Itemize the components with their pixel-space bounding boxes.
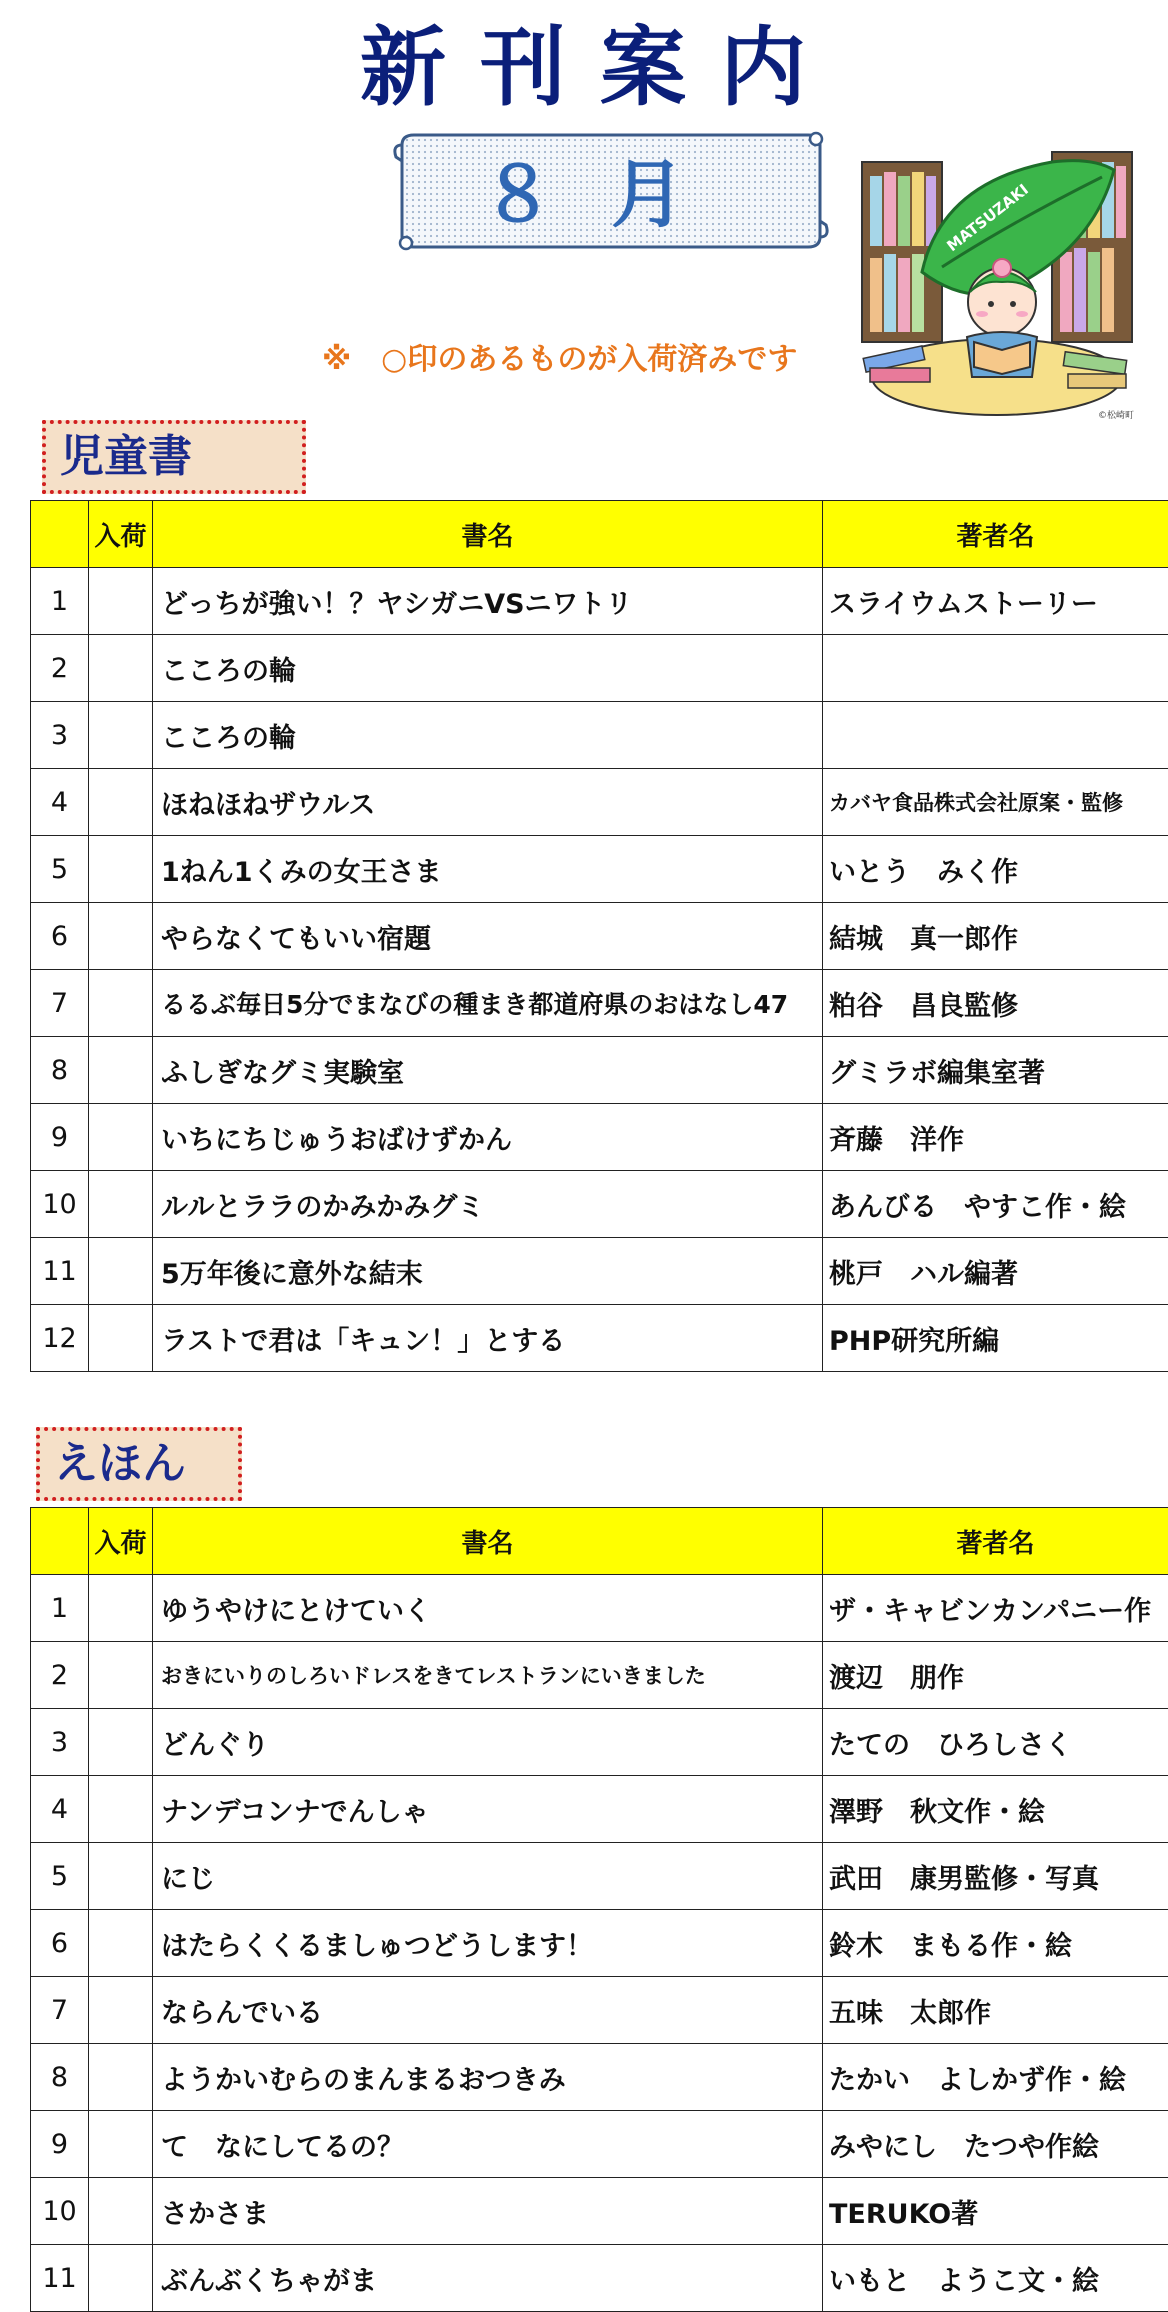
book-author: ザ・キャビンカンパニー作 [823, 1575, 1168, 1642]
header-no-cell [31, 501, 89, 568]
table-row [31, 702, 1168, 769]
row-number: 2 [31, 1642, 89, 1709]
row-number: 11 [31, 2245, 89, 2312]
table-row [31, 1709, 1168, 1776]
book-author: 粕谷 昌良監修 [823, 970, 1168, 1037]
book-title: どんぐり [153, 1709, 823, 1776]
received-mark [89, 2245, 153, 2312]
row-number: 10 [31, 1171, 89, 1238]
received-mark [89, 1776, 153, 1843]
row-number: 9 [31, 2111, 89, 2178]
book-author: スライウムストーリー [823, 568, 1168, 635]
book-title: るるぶ毎日5分でまなびの種まき都道府県のおはなし47 [153, 970, 823, 1037]
children-books-label: 児童書 [42, 420, 306, 494]
received-mark [89, 1104, 153, 1171]
received-mark [89, 970, 153, 1037]
table-row [31, 836, 1168, 903]
received-note: ※ ○印のあるものが入荷済みです [322, 340, 797, 380]
row-number: 1 [31, 568, 89, 635]
table-row [31, 2111, 1168, 2178]
table-row [31, 1910, 1168, 1977]
book-author: 武田 康男監修・写真 [823, 1843, 1168, 1910]
book-author: たかい よしかず作・絵 [823, 2044, 1168, 2111]
row-number: 10 [31, 2178, 89, 2245]
table-row [31, 568, 1168, 635]
received-mark [89, 635, 153, 702]
table-row [31, 1575, 1168, 1642]
table-header-row [31, 501, 1168, 568]
page-title: 新刊案内 [300, 18, 900, 118]
copyright-credit: ©松崎町 [1098, 408, 1134, 421]
row-number: 3 [31, 702, 89, 769]
book-title: ルルとララのかみかみグミ [153, 1171, 823, 1238]
row-number: 3 [31, 1709, 89, 1776]
received-mark [89, 702, 153, 769]
month-label: ８月 [392, 145, 830, 245]
book-author: 五味 太郎作 [823, 1977, 1168, 2044]
received-mark [89, 2111, 153, 2178]
row-number: 12 [31, 1305, 89, 1372]
table-header-row [31, 1508, 1168, 1575]
mascot-illustration [852, 142, 1142, 422]
book-title: 5万年後に意外な結末 [153, 1238, 823, 1305]
book-title: こころの輪 [153, 635, 823, 702]
book-title: どっちが強い！？ヤシガニVSニワトリ [153, 568, 823, 635]
row-number: 5 [31, 836, 89, 903]
received-mark [89, 1843, 153, 1910]
month-scroll-banner [392, 125, 830, 263]
picture-books-label: えほん [36, 1427, 242, 1501]
book-author [823, 635, 1168, 702]
book-title: はたらくくるましゅつどうします！ [153, 1910, 823, 1977]
table-row [31, 1843, 1168, 1910]
book-author: 澤野 秋文作・絵 [823, 1776, 1168, 1843]
row-number: 11 [31, 1238, 89, 1305]
received-mark [89, 568, 153, 635]
book-author: 渡辺 朋作 [823, 1642, 1168, 1709]
row-number: 5 [31, 1843, 89, 1910]
book-title: ぶんぶくちゃがま [153, 2245, 823, 2312]
mascot-banner-text: MATSUZAKI [943, 180, 1032, 255]
row-number: 8 [31, 2044, 89, 2111]
received-mark [89, 1305, 153, 1372]
received-mark [89, 1642, 153, 1709]
header-title: 書名 [153, 501, 823, 568]
book-title: ゆうやけにとけていく [153, 1575, 823, 1642]
picture-books-table [30, 1507, 1168, 2312]
received-mark [89, 1238, 153, 1305]
table-row [31, 970, 1168, 1037]
row-number: 4 [31, 769, 89, 836]
table-row [31, 903, 1168, 970]
table-row [31, 2245, 1168, 2312]
book-title: おきにいりのしろいドレスをきてレストランにいきました [153, 1642, 823, 1709]
book-title: ふしぎなグミ実験室 [153, 1037, 823, 1104]
table-row [31, 2044, 1168, 2111]
book-author: 斉藤 洋作 [823, 1104, 1168, 1171]
received-mark [89, 1171, 153, 1238]
row-number: 1 [31, 1575, 89, 1642]
header-no-cell [31, 1508, 89, 1575]
received-mark [89, 2178, 153, 2245]
book-title: ラストで君は「キュン！」とする [153, 1305, 823, 1372]
table-row [31, 1977, 1168, 2044]
row-number: 6 [31, 903, 89, 970]
book-author: 鈴木 まもる作・絵 [823, 1910, 1168, 1977]
book-title: ナンデコンナでんしゃ [153, 1776, 823, 1843]
received-mark [89, 769, 153, 836]
row-number: 7 [31, 1977, 89, 2044]
table-row [31, 1305, 1168, 1372]
book-author: いもと ようこ文・絵 [823, 2245, 1168, 2312]
row-number: 9 [31, 1104, 89, 1171]
book-title: こころの輪 [153, 702, 823, 769]
book-author: みやにし たつや作絵 [823, 2111, 1168, 2178]
table-row [31, 1104, 1168, 1171]
book-title: ならんでいる [153, 1977, 823, 2044]
book-author [823, 702, 1168, 769]
book-author: 桃戸 ハル編著 [823, 1238, 1168, 1305]
header-received: 入荷 [89, 1508, 153, 1575]
book-author: TERUKO著 [823, 2178, 1168, 2245]
row-number: 6 [31, 1910, 89, 1977]
header-author: 著者名 [823, 1508, 1168, 1575]
header-received: 入荷 [89, 501, 153, 568]
book-title: ほねほねザウルス [153, 769, 823, 836]
table-row [31, 769, 1168, 836]
header-author: 著者名 [823, 501, 1168, 568]
book-title: さかさま [153, 2178, 823, 2245]
received-mark [89, 836, 153, 903]
book-title: にじ [153, 1843, 823, 1910]
book-title: ようかいむらのまんまるおつきみ [153, 2044, 823, 2111]
book-title: いちにちじゅうおばけずかん [153, 1104, 823, 1171]
book-author: グミラボ編集室著 [823, 1037, 1168, 1104]
row-number: 2 [31, 635, 89, 702]
received-mark [89, 1575, 153, 1642]
table-row [31, 1037, 1168, 1104]
book-author: たての ひろしさく [823, 1709, 1168, 1776]
received-mark [89, 1910, 153, 1977]
received-mark [89, 1037, 153, 1104]
book-title: て なにしてるの？ [153, 2111, 823, 2178]
book-author: あんびる やすこ作・絵 [823, 1171, 1168, 1238]
book-author: いとう みく作 [823, 836, 1168, 903]
book-author: カバヤ食品株式会社原案・監修 [823, 769, 1168, 836]
table-row [31, 1776, 1168, 1843]
header-title: 書名 [153, 1508, 823, 1575]
table-row [31, 2178, 1168, 2245]
row-number: 4 [31, 1776, 89, 1843]
book-author: PHP研究所編 [823, 1305, 1168, 1372]
received-mark [89, 1709, 153, 1776]
book-author: 結城 真一郎作 [823, 903, 1168, 970]
table-row [31, 1238, 1168, 1305]
row-number: 8 [31, 1037, 89, 1104]
received-mark [89, 903, 153, 970]
received-mark [89, 1977, 153, 2044]
book-title: やらなくてもいい宿題 [153, 903, 823, 970]
row-number: 7 [31, 970, 89, 1037]
table-row [31, 1642, 1168, 1709]
children-books-table [30, 500, 1168, 1372]
table-row [31, 635, 1168, 702]
book-title: 1ねん1くみの女王さま [153, 836, 823, 903]
table-row [31, 1171, 1168, 1238]
received-mark [89, 2044, 153, 2111]
